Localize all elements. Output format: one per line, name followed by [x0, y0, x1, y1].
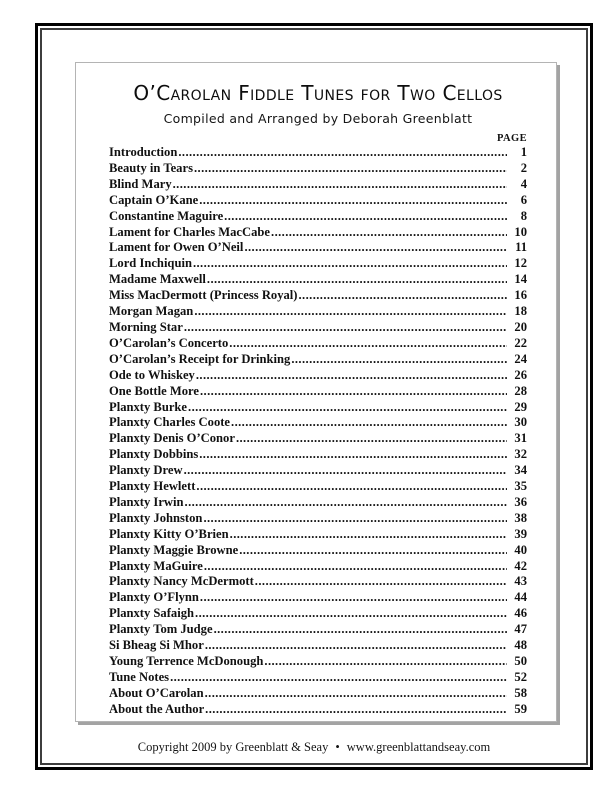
footer-copyright: Copyright 2009 by Greenblatt & Seay [137, 740, 329, 754]
toc-entry-page: 24 [514, 351, 527, 366]
toc-entry [109, 225, 527, 241]
toc-entry-title: O’Carolan’s Concerto [109, 335, 229, 350]
toc-entry-dots [199, 193, 507, 209]
toc-entry-title: Morgan Magan [109, 304, 194, 319]
toc-entry-dots [194, 161, 507, 177]
toc-entry [109, 145, 527, 161]
toc-entry-title: Constantine Maguire [109, 208, 224, 223]
toc-entry-title: Morning Star [109, 319, 183, 334]
toc-entry-page: 58 [514, 685, 527, 700]
toc-entry [109, 606, 527, 622]
toc-entry-title: Planxty Safaigh [109, 606, 195, 621]
toc-entry-dots [230, 527, 507, 543]
toc-entry [109, 463, 527, 479]
toc-entry-page: 20 [514, 319, 527, 334]
page-column-label: PAGE [497, 133, 527, 144]
toc-entry-dots [196, 368, 507, 384]
toc-entry [109, 511, 527, 527]
toc-entry [109, 177, 527, 193]
toc-entry-title: Planxty Maggie Browne [109, 542, 239, 557]
toc-entry-title: Planxty Hewlett [109, 479, 196, 494]
toc-entry-page: 1 [520, 145, 527, 159]
toc-entry-title: Planxty Kitty O’Brien [109, 526, 229, 541]
toc-entry [109, 590, 527, 606]
toc-entry-title: Lament for Owen O’Neil [109, 240, 244, 255]
toc-entry-title: Introduction [109, 145, 178, 159]
toc-entry-page: 46 [514, 606, 527, 621]
toc-entry [109, 670, 527, 686]
footer-website: www.greenblattandseay.com [346, 740, 491, 754]
toc-entry-dots [193, 256, 507, 272]
toc-entry-page: 38 [514, 510, 527, 525]
toc-entry-page: 12 [514, 256, 527, 271]
toc-entry-dots [291, 352, 507, 368]
toc-entry-page: 52 [514, 669, 527, 684]
toc-entry [109, 288, 527, 304]
toc-entry-title: Planxty O’Flynn [109, 590, 199, 605]
toc-entry-dots [264, 654, 507, 670]
toc-entry [109, 209, 527, 225]
toc-entry-title: Planxty Irwin [109, 494, 184, 509]
toc-entry [109, 352, 527, 368]
toc-entry-page: 8 [520, 208, 527, 223]
toc-entry-page: 6 [520, 192, 527, 207]
toc-entry-page: 36 [514, 494, 527, 509]
toc-entry-title: Ode to Whiskey [109, 367, 195, 382]
toc-entry-title: One Bottle More [109, 383, 199, 398]
toc-entry-dots [224, 209, 507, 225]
toc-entry-dots [170, 670, 507, 686]
toc-entry-title: Beauty in Tears [109, 160, 193, 175]
toc-entry-page: 32 [514, 447, 527, 462]
toc-entry-dots [188, 400, 507, 416]
toc-entry-title: Captain O’Kane [109, 192, 199, 207]
toc-entry-dots [271, 225, 507, 241]
toc-entry [109, 304, 527, 320]
toc-entry-dots [194, 304, 507, 320]
toc-entry [109, 495, 527, 511]
toc-entry [109, 702, 527, 718]
toc-entry [109, 336, 527, 352]
toc-entry-page: 35 [514, 479, 527, 494]
toc-entry-page: 39 [514, 526, 527, 541]
toc-entry-dots [244, 240, 507, 256]
toc-entry-page: 14 [514, 272, 527, 287]
toc-entry [109, 638, 527, 654]
toc-entry-title: About the Author [109, 701, 205, 716]
toc-entry-title: About O’Carolan [109, 685, 204, 700]
toc-entry-dots [236, 431, 507, 447]
toc-entry-title: Madame Maxwell [109, 272, 206, 287]
toc-entry [109, 161, 527, 177]
toc-entry-dots [204, 559, 507, 575]
toc-entry-dots [299, 288, 508, 304]
toc-entry [109, 240, 527, 256]
toc-entry-dots [184, 320, 507, 336]
toc-entry [109, 479, 527, 495]
toc-entry [109, 368, 527, 384]
bullet-separator: • [335, 740, 340, 754]
toc-entry-page: 40 [514, 542, 527, 557]
toc-entry-dots [173, 177, 507, 193]
toc-entry-dots [203, 511, 507, 527]
toc-entry [109, 320, 527, 336]
toc-entry-page: 29 [514, 399, 527, 414]
toc-entry-title: Planxty Denis O’Conor [109, 431, 235, 446]
toc-entry-page: 2 [520, 160, 527, 175]
page-title: O’Carolan Fiddle Tunes for Two Cellos [133, 81, 503, 105]
toc-entry-dots [205, 638, 507, 654]
toc-entry-dots [205, 702, 507, 718]
toc-entry-dots [178, 145, 507, 161]
toc-entry-page: 30 [514, 415, 527, 430]
toc-entry-page: 22 [514, 335, 527, 350]
toc-entry-page: 59 [514, 701, 527, 716]
toc-entry-title: Si Bheag Si Mhor [109, 638, 204, 653]
toc-entry-dots [200, 384, 507, 400]
footer [40, 740, 588, 755]
toc-entry-title: Planxty Charles Coote [109, 415, 231, 430]
toc-entry-title: Young Terrence McDonough [109, 654, 264, 668]
toc-entry-page: 10 [514, 224, 527, 239]
toc-entry [109, 256, 527, 272]
toc-entry [109, 654, 527, 670]
toc-entry-dots [199, 447, 507, 463]
toc-entry-title: Planxty Dobbins [109, 447, 199, 462]
toc-entry-dots [255, 574, 507, 590]
toc-entry-page: 43 [514, 574, 527, 589]
toc-entry-page: 16 [514, 288, 527, 303]
toc-entry-title: Planxty Johnston [109, 510, 203, 525]
toc-entry [109, 686, 527, 702]
toc-entry-page: 11 [515, 240, 527, 255]
toc-entry-title: Planxty Drew [109, 463, 183, 478]
toc-entry [109, 574, 527, 590]
toc-list [109, 145, 527, 718]
toc-entry-title: O’Carolan’s Receipt for Drinking [109, 351, 291, 366]
toc-entry [109, 272, 527, 288]
toc-entry [109, 431, 527, 447]
toc-entry-title: Planxty Burke [109, 399, 188, 414]
toc-entry [109, 415, 527, 431]
toc-entry-page: 31 [514, 431, 527, 446]
toc-entry [109, 543, 527, 559]
toc-entry-dots [200, 590, 507, 606]
toc-entry-dots [195, 606, 507, 622]
toc-entry [109, 193, 527, 209]
toc-entry-dots [231, 415, 507, 431]
toc-entry-dots [205, 686, 507, 702]
toc-entry-page: 48 [514, 638, 527, 653]
toc-entry-page: 26 [514, 367, 527, 382]
toc-entry-title: Blind Mary [109, 176, 172, 191]
toc-entry-dots [207, 272, 507, 288]
toc-entry-title: Lament for Charles MacCabe [109, 224, 271, 239]
toc-entry-page: 28 [514, 383, 527, 398]
toc-entry-page: 50 [514, 654, 527, 668]
toc-entry-title: Miss MacDermott (Princess Royal) [109, 288, 298, 303]
toc-entry [109, 447, 527, 463]
toc-entry-dots [184, 463, 507, 479]
toc-entry-title: Planxty MaGuire [109, 558, 203, 573]
toc-entry-page: 18 [514, 304, 527, 319]
toc-entry-page: 42 [514, 558, 527, 573]
toc-entry-dots [239, 543, 507, 559]
toc-entry-title: Tune Notes [109, 669, 170, 684]
toc-entry-dots [196, 479, 507, 495]
toc-entry-title: Planxty Tom Judge [109, 622, 213, 637]
toc-entry [109, 622, 527, 638]
toc-entry-title: Planxty Nancy McDermott [109, 574, 254, 589]
toc-entry-title: Lord Inchiquin [109, 256, 192, 271]
toc-entry-page: 44 [514, 590, 527, 605]
toc-entry [109, 384, 527, 400]
toc-entry-dots [185, 495, 507, 511]
toc-entry [109, 400, 527, 416]
toc-entry-page: 47 [514, 622, 527, 637]
toc-entry-dots [229, 336, 507, 352]
toc-entry-page: 34 [514, 463, 527, 478]
toc-entry-dots [214, 622, 507, 638]
toc-entry [109, 559, 527, 575]
toc-entry [109, 527, 527, 543]
toc-content-box [75, 62, 557, 722]
toc-entry-page: 4 [520, 176, 527, 191]
page-subtitle: Compiled and Arranged by Deborah Greenblatt [163, 111, 473, 126]
